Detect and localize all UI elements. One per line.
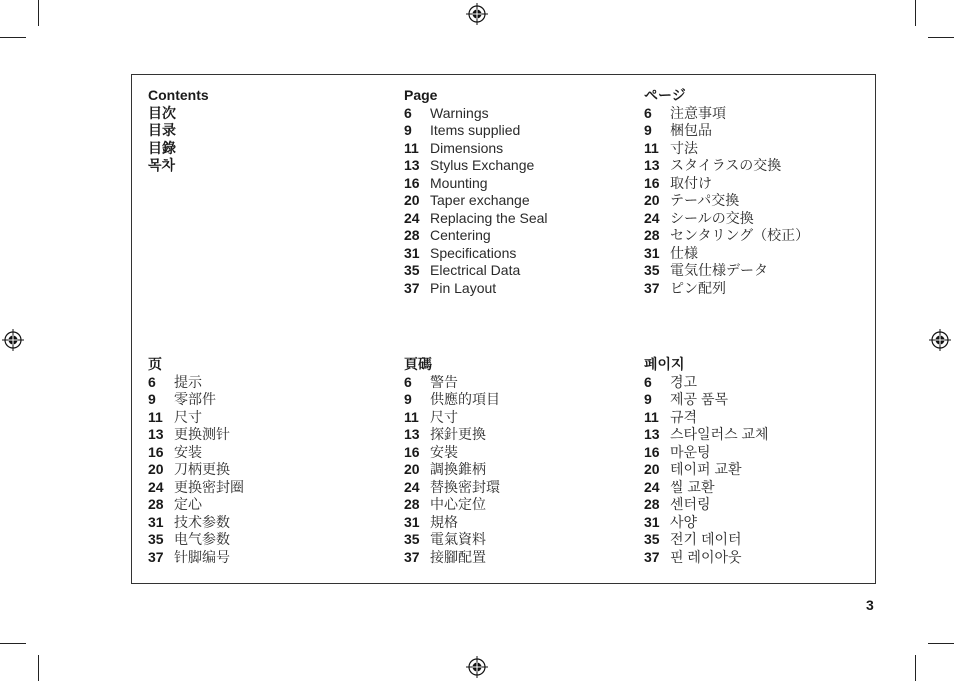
toc-entry[interactable]: 6 警告 bbox=[404, 373, 458, 390]
toc-entry[interactable]: 24 シールの交換 bbox=[644, 209, 754, 226]
toc-entry[interactable]: 37 핀 레이아웃 bbox=[644, 548, 742, 565]
toc-entry[interactable]: 16 마운팅 bbox=[644, 443, 711, 460]
toc-entry[interactable]: 20 테이퍼 교환 bbox=[644, 461, 742, 477]
toc-entry[interactable]: 11 寸法 bbox=[644, 139, 698, 156]
toc-japanese bbox=[644, 87, 809, 297]
toc-entry[interactable]: 16 安裝 bbox=[404, 443, 458, 460]
toc-entry[interactable]: 16 取付け bbox=[644, 174, 712, 191]
toc-entry[interactable]: 13 探針更換 bbox=[404, 426, 486, 442]
registration-mark-icon bbox=[466, 3, 488, 25]
toc-korean-heading: 페이지 bbox=[644, 356, 685, 372]
toc-entry[interactable]: 31 技术参数 bbox=[148, 513, 230, 530]
toc-entry[interactable]: 28 定心 bbox=[148, 496, 202, 512]
registration-mark-icon bbox=[466, 656, 488, 678]
toc-entry[interactable]: 6 注意事項 bbox=[644, 104, 726, 121]
registration-mark-icon bbox=[2, 329, 24, 351]
toc-entry[interactable]: 37 Pin Layout bbox=[404, 279, 497, 296]
toc-entry[interactable]: 20 刀柄更换 bbox=[148, 461, 230, 477]
contents-title-ko: 목차 bbox=[148, 157, 176, 173]
toc-entry[interactable]: 31 規格 bbox=[404, 513, 458, 530]
toc-entry[interactable]: 9 零部件 bbox=[148, 391, 216, 407]
toc-entry[interactable]: 24 씰 교환 bbox=[644, 478, 715, 495]
toc-entry[interactable]: 35 電気仕様データ bbox=[644, 262, 768, 278]
toc-entry[interactable]: 35 電氣資料 bbox=[404, 531, 486, 547]
toc-entry[interactable]: 20 Taper exchange bbox=[404, 192, 530, 208]
toc-korean bbox=[644, 356, 769, 566]
contents-headings bbox=[148, 87, 209, 175]
toc-entry[interactable]: 11 규격 bbox=[644, 408, 698, 425]
toc-entry[interactable]: 31 사양 bbox=[644, 513, 698, 530]
toc-entry[interactable]: 28 中心定位 bbox=[404, 496, 486, 512]
contents-title-en: Contents bbox=[148, 87, 209, 103]
crop-mark bbox=[915, 655, 916, 681]
toc-entry[interactable]: 20 調換錐柄 bbox=[404, 461, 486, 477]
crop-mark bbox=[38, 655, 39, 681]
toc-entry[interactable]: 35 Electrical Data bbox=[404, 262, 521, 278]
toc-entry[interactable]: 35 전기 데이터 bbox=[644, 531, 742, 547]
toc-entry[interactable]: 37 ピン配列 bbox=[644, 279, 726, 296]
toc-entry[interactable]: 13 スタイラスの交換 bbox=[644, 157, 782, 173]
toc-japanese-heading: ページ bbox=[644, 87, 686, 103]
toc-entry[interactable]: 16 安装 bbox=[148, 443, 202, 460]
toc-english bbox=[404, 87, 548, 297]
toc-entry[interactable]: 11 Dimensions bbox=[404, 139, 504, 156]
toc-entry[interactable]: 9 Items supplied bbox=[404, 122, 521, 138]
toc-english-heading: Page bbox=[404, 87, 438, 103]
toc-entry[interactable]: 9 供應的項目 bbox=[404, 391, 500, 407]
toc-entry[interactable]: 9 梱包品 bbox=[644, 122, 712, 138]
crop-mark bbox=[928, 37, 954, 38]
crop-mark bbox=[38, 0, 39, 26]
crop-mark bbox=[0, 643, 26, 644]
page-number: 3 bbox=[866, 597, 874, 613]
toc-entry[interactable]: 35 电气参数 bbox=[148, 531, 230, 547]
toc-entry[interactable]: 37 接腳配置 bbox=[404, 548, 486, 565]
toc-entry[interactable]: 13 Stylus Exchange bbox=[404, 157, 535, 173]
toc-entry[interactable]: 16 Mounting bbox=[404, 174, 488, 191]
toc-entry[interactable]: 11 尺寸 bbox=[404, 408, 458, 425]
toc-entry[interactable]: 31 Specifications bbox=[404, 244, 517, 261]
toc-entry[interactable]: 6 提示 bbox=[148, 373, 202, 390]
toc-entry[interactable]: 9 제공 품목 bbox=[644, 391, 728, 407]
contents-title-ja: 目次 bbox=[148, 104, 176, 121]
toc-entry[interactable]: 24 更换密封圈 bbox=[148, 478, 244, 495]
toc-entry[interactable]: 31 仕様 bbox=[644, 244, 698, 261]
toc-entry[interactable]: 28 센터링 bbox=[644, 496, 711, 512]
toc-entry[interactable]: 11 尺寸 bbox=[148, 408, 202, 425]
toc-entry[interactable]: 28 Centering bbox=[404, 227, 491, 243]
toc-entry[interactable]: 24 替換密封環 bbox=[404, 478, 500, 495]
contents-title-zh-cn: 目录 bbox=[148, 122, 176, 138]
crop-mark bbox=[928, 643, 954, 644]
crop-mark bbox=[0, 37, 26, 38]
toc-chinese-simplified-heading: 页 bbox=[148, 356, 162, 372]
toc-entry[interactable]: 24 Replacing the Seal bbox=[404, 209, 548, 226]
toc-entry[interactable]: 13 更换测针 bbox=[148, 426, 230, 442]
contents-title-zh-tw: 目錄 bbox=[148, 139, 176, 156]
toc-entry[interactable]: 28 センタリング（校正） bbox=[644, 227, 810, 243]
toc-chinese-traditional-heading: 頁碼 bbox=[404, 356, 432, 372]
toc-entry[interactable]: 6 Warnings bbox=[404, 104, 489, 121]
toc-entry[interactable]: 37 针脚编号 bbox=[148, 548, 230, 565]
toc-entry[interactable]: 20 テーパ交換 bbox=[644, 192, 740, 208]
registration-mark-icon bbox=[929, 329, 951, 351]
toc-entry[interactable]: 6 경고 bbox=[644, 373, 698, 390]
crop-mark bbox=[915, 0, 916, 26]
toc-chinese-simplified bbox=[148, 356, 244, 566]
toc-chinese-traditional bbox=[404, 356, 500, 566]
toc-entry[interactable]: 13 스타일러스 교체 bbox=[644, 426, 769, 442]
